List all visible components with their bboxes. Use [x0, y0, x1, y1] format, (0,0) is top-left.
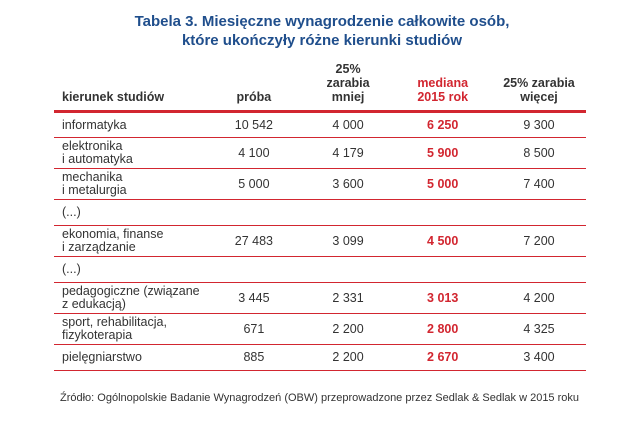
cell-mediana	[393, 200, 492, 226]
table-title-line1: Tabela 3. Miesięczne wynagrodzenie całkowite osób,	[134, 13, 510, 30]
cell-25-wiecej	[492, 257, 586, 283]
cell-kierunek-line2: i automatyka	[62, 152, 133, 166]
header-25-wiecej-line2: więcej	[520, 90, 558, 104]
cell-proba: 27 483	[205, 226, 303, 257]
table-row	[54, 314, 586, 345]
header-kierunek: kierunek studiów	[54, 62, 205, 112]
table-title-line2: które ukończyły różne kierunki studiów	[181, 32, 463, 49]
cell-kierunek-line1: sport, rehabilitacja,	[62, 315, 167, 329]
cell-kierunek-line2: i metalurgia	[62, 183, 127, 197]
header-mediana-line1: mediana	[417, 76, 469, 90]
table-row	[54, 345, 586, 371]
cell-kierunek	[54, 314, 205, 345]
cell-25-mniej: 4 179	[303, 138, 394, 169]
cell-kierunek	[54, 257, 205, 283]
cell-kierunek-line1: (...)	[62, 205, 81, 219]
cell-mediana	[393, 257, 492, 283]
cell-25-mniej	[303, 257, 394, 283]
cell-kierunek-line1: (...)	[62, 262, 81, 276]
cell-kierunek	[54, 283, 205, 314]
cell-kierunek	[54, 345, 205, 371]
header-mediana	[393, 62, 492, 112]
cell-proba	[205, 257, 303, 283]
cell-proba: 5 000	[205, 169, 303, 200]
cell-mediana: 6 250	[393, 112, 492, 138]
cell-25-mniej: 4 000	[303, 112, 394, 138]
cell-kierunek-line1: pedagogiczne (związane	[62, 284, 200, 298]
cell-kierunek-line1: pielęgniarstwo	[62, 350, 142, 364]
cell-mediana: 2 670	[393, 345, 492, 371]
cell-mediana: 2 800	[393, 314, 492, 345]
table-row	[54, 112, 586, 138]
cell-kierunek	[54, 169, 205, 200]
table-row	[54, 283, 586, 314]
cell-25-wiecej: 3 400	[492, 345, 586, 371]
cell-kierunek-line2: fizykoterapia	[62, 328, 133, 342]
cell-proba: 671	[205, 314, 303, 345]
cell-25-mniej	[303, 200, 394, 226]
cell-25-mniej: 3 600	[303, 169, 394, 200]
cell-proba: 3 445	[205, 283, 303, 314]
cell-25-wiecej: 9 300	[492, 112, 586, 138]
cell-kierunek-line2: z edukacją)	[62, 297, 126, 311]
cell-kierunek-line1: informatyka	[62, 117, 127, 132]
header-mediana-line2: 2015 rok	[417, 90, 469, 104]
source-note: Źródło: Ogólnopolskie Badanie Wynagrodzeń (OBW) przeprowadzone przez Sedlak & Sedlak w 2015 roku	[60, 392, 580, 404]
cell-mediana: 5 900	[393, 138, 492, 169]
cell-25-wiecej: 7 400	[492, 169, 586, 200]
header-proba: próba	[205, 62, 303, 112]
cell-mediana: 4 500	[393, 226, 492, 257]
cell-kierunek	[54, 200, 205, 226]
cell-kierunek-line2: i zarządzanie	[62, 240, 136, 254]
table-row	[54, 226, 586, 257]
cell-25-mniej: 2 200	[303, 314, 394, 345]
table-row	[54, 138, 586, 169]
salary-table	[54, 62, 586, 371]
cell-proba: 885	[205, 345, 303, 371]
cell-kierunek-line1: ekonomia, finanse	[62, 227, 164, 241]
cell-25-mniej: 2 331	[303, 283, 394, 314]
cell-kierunek	[54, 226, 205, 257]
cell-proba: 4 100	[205, 138, 303, 169]
table-header-row	[54, 62, 586, 112]
cell-kierunek-line1: mechanika	[62, 170, 123, 184]
header-25-mniej-line1: 25%	[335, 62, 361, 76]
cell-25-wiecej: 8 500	[492, 138, 586, 169]
cell-proba: 10 542	[205, 112, 303, 138]
header-25-mniej	[303, 62, 394, 112]
header-25-wiecej	[492, 62, 586, 112]
cell-mediana: 5 000	[393, 169, 492, 200]
cell-25-mniej: 3 099	[303, 226, 394, 257]
cell-proba	[205, 200, 303, 226]
cell-25-wiecej: 4 325	[492, 314, 586, 345]
cell-kierunek	[54, 138, 205, 169]
header-25-mniej-line2: zarabia	[326, 76, 370, 90]
cell-25-wiecej: 7 200	[492, 226, 586, 257]
table-row-ellipsis	[54, 257, 586, 283]
table-row-ellipsis	[54, 200, 586, 226]
table-row	[54, 169, 586, 200]
cell-25-wiecej	[492, 200, 586, 226]
table-title	[0, 12, 644, 50]
cell-kierunek	[54, 112, 205, 138]
cell-kierunek-line1: elektronika	[62, 139, 123, 153]
header-25-mniej-line3: mniej	[331, 90, 365, 104]
cell-25-mniej: 2 200	[303, 345, 394, 371]
header-25-wiecej-line1: 25% zarabia	[503, 76, 575, 90]
cell-25-wiecej: 4 200	[492, 283, 586, 314]
cell-mediana: 3 013	[393, 283, 492, 314]
